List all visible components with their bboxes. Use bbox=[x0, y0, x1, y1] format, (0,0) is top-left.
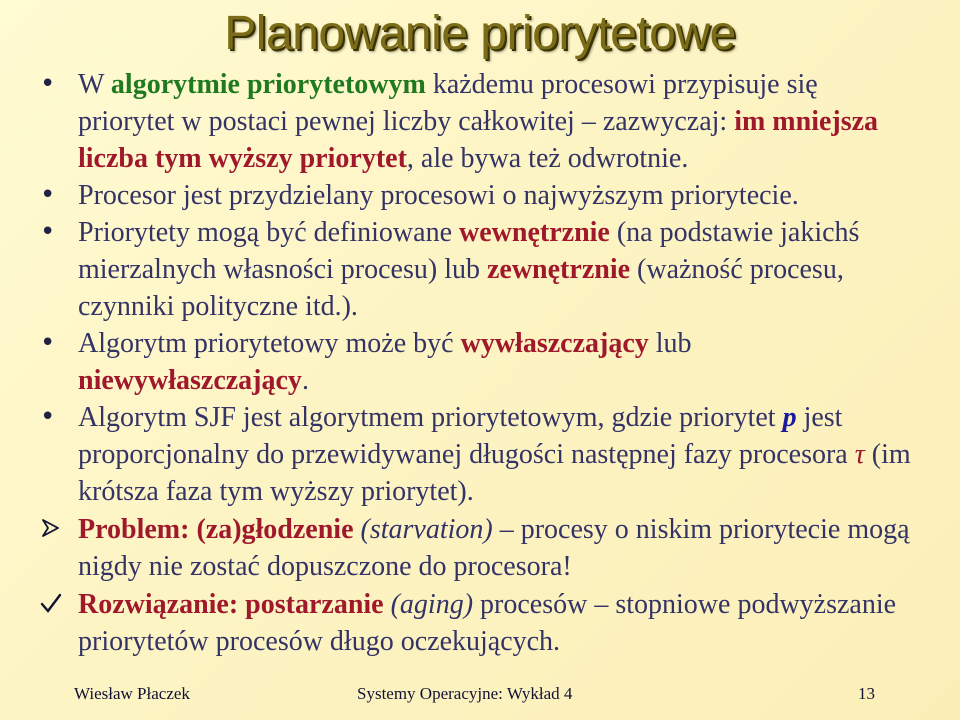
bullet-text-segment: Priorytety mogą być definiowane bbox=[78, 217, 460, 248]
bullet-text-segment: Procesor jest przydzielany procesowi o najwyższym priorytecie. bbox=[78, 180, 799, 211]
bullet-text-segment: (na podstawie jakichś mierzalnych własności procesu) lub bbox=[78, 217, 860, 285]
bullet-text-segment: p bbox=[782, 402, 797, 433]
bullet-text-segment: jest proporcjonalny do przewidywanej długości następnej fazy procesora bbox=[78, 402, 855, 470]
bullet-text-segment: niewywłaszczający bbox=[78, 365, 302, 396]
bullet-text-segment: wywłaszczający bbox=[460, 328, 649, 359]
bullet-text-segment: lub bbox=[648, 328, 692, 359]
bullet-text-segment: Algorytm priorytetowy może być bbox=[78, 328, 461, 359]
bullet-text-segment: Problem: (za)głodzenie bbox=[78, 514, 354, 545]
bullet-text-segment: (aging) bbox=[390, 589, 474, 620]
footer-page-number: 13 bbox=[858, 684, 875, 703]
bullet-dot-icon bbox=[40, 325, 70, 363]
bullet-item bbox=[0, 399, 960, 510]
arrow-bullet-icon bbox=[40, 511, 70, 548]
bullet-text-segment: (starvation) bbox=[360, 514, 493, 545]
bullet-list bbox=[0, 66, 960, 660]
bullet-text-segment: Algorytm SJF jest algorytmem priorytetowym, gdzie priorytet bbox=[78, 402, 783, 433]
checkmark-bullet-icon bbox=[40, 586, 70, 623]
footer-course: Systemy Operacyjne: Wykład 4 bbox=[357, 684, 573, 703]
bullet-item bbox=[0, 586, 960, 660]
bullet-item bbox=[0, 66, 960, 177]
bullet-dot-icon bbox=[40, 177, 70, 215]
bullet-dot-icon bbox=[40, 399, 70, 437]
bullet-text-segment bbox=[354, 514, 361, 545]
bullet-item bbox=[0, 325, 960, 399]
bullet-text-segment: τ bbox=[854, 439, 865, 470]
bullet-text-segment: (ważność procesu, czynniki polityczne itd.). bbox=[78, 254, 844, 322]
bullet-text-segment: Rozwiązanie: postarzanie bbox=[78, 589, 384, 620]
slide-title: Planowanie priorytetowe bbox=[224, 7, 736, 60]
bullet-text-segment bbox=[384, 589, 391, 620]
bullet-text-segment: . bbox=[301, 365, 309, 396]
bullet-text-segment: procesów – stopniowe podwyższanie priorytetów procesów długo oczekujących. bbox=[78, 589, 897, 657]
bullet-text-segment: każdemu procesowi przypisuje się priorytet w postaci pewnej liczby całkowitej – zazwyczaj: bbox=[78, 69, 818, 137]
footer-author: Wiesław Płaczek bbox=[74, 684, 190, 703]
bullet-text-segment: – procesy o niskim priorytecie mogą nigdy nie zostać dopuszczone do procesora! bbox=[78, 514, 910, 582]
bullet-text-segment: , ale bywa też odwrotnie. bbox=[406, 143, 689, 174]
bullet-item bbox=[0, 177, 960, 214]
bullet-item bbox=[0, 511, 960, 585]
bullet-text-segment: (im krótsza faza tym wyższy priorytet). bbox=[78, 439, 911, 507]
bullet-text-segment: wewnętrznie bbox=[459, 217, 610, 248]
bullet-text-segment: algorytmie priorytetowym bbox=[110, 69, 426, 100]
bullet-dot-icon bbox=[40, 66, 70, 104]
bullet-text-segment: zewnętrznie bbox=[486, 254, 631, 285]
bullet-text-segment: W bbox=[78, 69, 111, 100]
bullet-dot-icon bbox=[40, 214, 70, 252]
bullet-item bbox=[0, 214, 960, 325]
bullet-text-segment: im mniejsza liczba tym wyższy priorytet bbox=[78, 106, 879, 174]
